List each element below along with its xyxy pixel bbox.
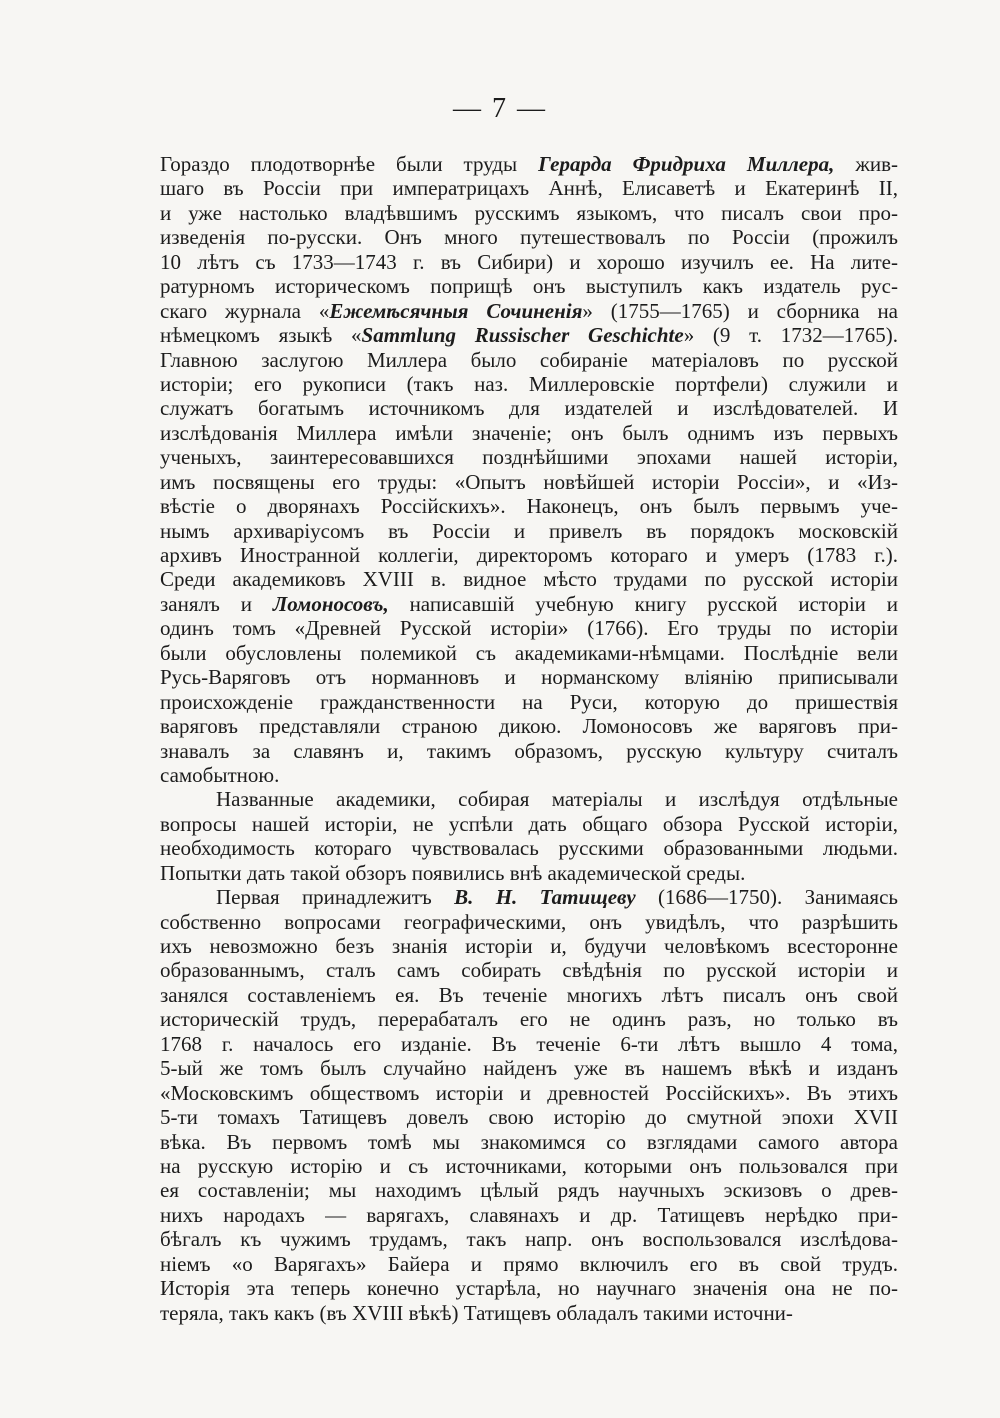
text-segment: «Московскимъ обществомъ исторіи и древностей Россійскихъ». Въ этихъ [160,1080,898,1105]
text-segment: нымъ архиваріусомъ въ Россіи и привелъ въ порядокъ московскій [160,518,898,543]
text-line [160,616,898,640]
text-line [160,250,898,274]
text-line [160,1301,898,1325]
text-line [160,910,898,934]
text-line [160,1081,898,1105]
text-segment: Исторія эта теперь конечно устарѣла, но научнаго значенія она не по- [160,1276,898,1301]
text-segment: происхожденіе гражданственности на Руси, которую до пришествія [160,689,898,714]
text-line [160,1130,898,1154]
text-segment: написавшій учебную книгу русской исторіи и [388,591,898,616]
text-segment: на русскую исторію и съ источниками, которыми онъ пользовался при [160,1153,898,1178]
paragraph [160,787,898,885]
emphasized-text: Ломоносовъ, [272,591,389,616]
text-segment: вѣстіе о дворянахъ Россійскихъ». Наконецъ, онъ былъ первымъ уче- [160,494,898,519]
text-line [160,470,898,494]
page-number: — 7 — [453,93,547,124]
text-line [160,396,898,420]
text-line [160,1154,898,1178]
text-segment: ея составленіи; мы находимъ цѣлый рядъ научныхъ эскизовъ о древ- [160,1178,898,1203]
text-line [160,1032,898,1056]
text-segment: знавалъ за славянъ и, такимъ образомъ, русскую культуру считалъ [160,738,898,763]
text-line [160,567,898,591]
text-segment: варяговъ представляли страною дикою. Ломоносовъ же варяговъ при- [160,714,898,739]
paragraph [160,152,898,787]
text-line [160,812,898,836]
text-line [160,299,898,323]
text-segment: » (9 т. 1732—1765). [683,323,898,348]
text-line [160,445,898,469]
emphasized-text: Ежемѣсячныя Сочиненія [329,298,583,323]
emphasized-text: Sammlung Russischer Geschichte [361,323,684,348]
text-segment: изведенія по-русски. Онъ много путешествовалъ по Россіи (прожилъ [160,225,898,250]
text-line [160,1203,898,1227]
text-line [160,1276,898,1300]
text-segment: 10 лѣтъ съ 1733—1743 г. въ Сибири) и хорошо изучилъ ее. На лите- [160,249,898,274]
text-segment: бѣгалъ къ чужимъ трудамъ, такъ напр. онъ воспользовался изслѣдова- [160,1227,898,1252]
text-line [160,1227,898,1251]
text-segment: служатъ богатымъ источникомъ для издателей и изслѣдователей. И [160,396,898,421]
text-line [160,421,898,445]
text-line [160,372,898,396]
text-segment: изслѣдованія Миллера имѣли значеніе; онъ былъ однимъ изъ первыхъ [160,420,898,445]
text-line [160,983,898,1007]
text-segment: вопросы нашей исторіи, не успѣли дать общаго обзора Русской исторіи, [160,811,898,836]
text-segment: » (1755—1765) и сборника на [582,298,898,323]
text-segment: Названные академики, собирая матеріалы и изслѣдуя отдѣльные [216,787,898,812]
text-segment: скаго журнала « [160,298,330,323]
text-segment: Среди академиковъ XVIII в. видное мѣсто трудами по русской исторіи [160,567,898,592]
text-line [160,348,898,372]
text-segment: 1768 г. началось его изданіе. Въ теченіе 6-ти лѣтъ вышло 4 тома, [160,1031,898,1056]
text-segment: архивъ Иностранной коллегіи, директоромъ котораго и умеръ (1783 г.). [160,543,898,567]
text-line [160,861,898,885]
text-segment: ніемъ «о Варягахъ» Байера и прямо включилъ его въ свой трудъ. [160,1251,898,1276]
text-line [160,152,898,176]
text-segment: собственно вопросами географическими, онъ увидѣлъ, что разрѣшить [160,909,898,934]
emphasized-text: Герарда Фридриха Миллера, [538,152,835,176]
text-line [160,763,898,787]
text-line [160,1252,898,1276]
text-line [160,592,898,616]
body-text [160,152,898,1325]
text-segment: 5-ый же томъ былъ случайно найденъ уже въ нашемъ вѣкѣ и изданъ [160,1056,898,1081]
text-segment: историческій трудъ, перерабаталъ его не одинъ разъ, но только въ [160,1007,898,1032]
text-segment: Русь-Варяговъ отъ норманновъ и норманскому вліянію приписывали [160,665,898,690]
text-segment: жив- [834,152,898,176]
text-segment: и уже настолько владѣвшимъ русскимъ языкомъ, что писалъ свои про- [160,200,898,225]
text-line [160,787,898,811]
text-segment: шаго въ Россіи при императрицахъ Аннѣ, Елисаветѣ и Екатеринѣ II, [160,176,898,201]
text-segment: необходимость котораго чувствовалась русскими образованными людьми. [160,836,898,861]
text-segment: (1686—1750). Занимаясь [635,885,898,910]
text-segment: вѣка. Въ первомъ томѣ мы знакомимся со взглядами самого автора [160,1129,898,1154]
text-segment: теряла, такъ какъ (въ XVIII вѣкѣ) Татищевъ обладалъ такими источни- [160,1300,793,1325]
text-segment: Попытки дать такой обзоръ появились внѣ академической среды. [160,860,746,885]
text-line [160,543,898,567]
text-line [160,323,898,347]
text-line [160,958,898,982]
text-segment: имъ посвящены его труды: «Опытъ новѣйшей исторіи Россіи», и «Из- [160,469,898,494]
text-segment: Главною заслугою Миллера было собираніе матеріаловъ по русской [160,347,898,372]
text-segment: ученыхъ, заинтересовавшихся позднѣйшими эпохами нашей исторіи, [160,445,898,470]
text-line [160,714,898,738]
text-line [160,519,898,543]
text-line [160,690,898,714]
text-line [160,1178,898,1202]
text-segment: занялся составленіемъ ея. Въ теченіе многихъ лѣтъ писалъ онъ свой [160,982,898,1007]
text-segment: Гораздо плодотворнѣе были труды [160,152,539,176]
text-segment: нихъ народахъ — варягахъ, славянахъ и др. Татищевъ нерѣдко при- [160,1202,898,1227]
text-segment: исторіи; его рукописи (такъ наз. Миллеровскіе портфели) служили и [160,371,898,396]
text-line [160,1007,898,1031]
paragraph [160,885,898,1325]
text-segment: ратурномъ историческомъ поприщѣ онъ выступилъ какъ издатель рус- [160,274,898,299]
text-segment: занялъ и [160,591,273,616]
text-line [160,1105,898,1129]
text-line [160,201,898,225]
emphasized-text: В. Н. Татищеву [454,885,636,910]
text-line [160,739,898,763]
text-segment: самобытною. [160,762,280,787]
text-segment: нѣмецкомъ языкѣ « [160,323,362,348]
text-line [160,641,898,665]
text-segment: ихъ невозможно безъ знанія исторіи и, будучи человѣкомъ всесторонне [160,934,898,958]
text-line [160,665,898,689]
text-segment: 5-ти томахъ Татищевъ довелъ свою исторію до смутной эпохи XVII [160,1105,898,1130]
text-segment: одинъ томъ «Древней Русской исторіи» (1766). Его труды по исторіи [160,616,898,641]
text-line [160,836,898,860]
text-segment: образованнымъ, сталъ самъ собирать свѣдѣнія по русской исторіи и [160,958,898,983]
text-line [160,176,898,200]
text-line [160,494,898,518]
text-segment: Первая принадлежитъ [216,885,455,910]
text-line [160,225,898,249]
text-line [160,885,898,909]
text-line [160,1056,898,1080]
text-line [160,274,898,298]
text-line [160,934,898,958]
text-segment: были обусловлены полемикой съ академиками-нѣмцами. Послѣдніе вели [160,640,898,665]
